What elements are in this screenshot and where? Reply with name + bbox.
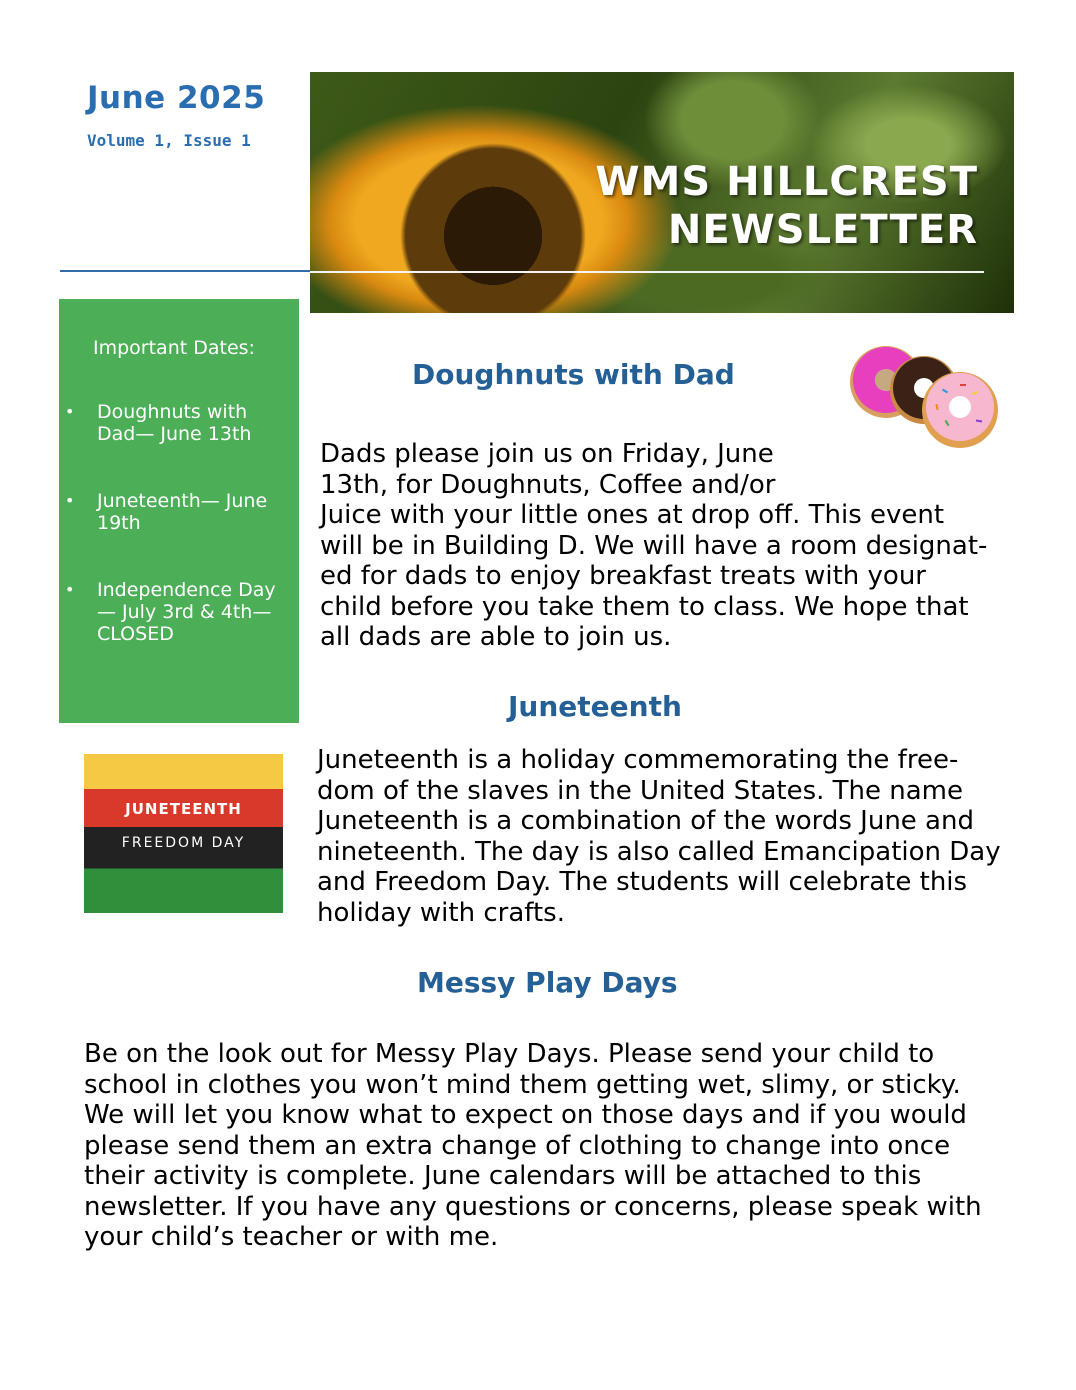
body-line: please send them an extra change of clothing to change into once [84,1130,951,1161]
newsletter-title [595,158,978,254]
juneteenth-image-title: JUNETEENTH [125,800,242,818]
date-item: • Doughnuts with Dad— June 13th [59,401,299,445]
body-line: your child’s teacher or with me. [84,1222,499,1252]
important-dates-heading: Important Dates: [93,337,255,359]
banner-divider [310,271,984,273]
body-line: Be on the look out for Messy Play Days. Please send your child to [84,1039,935,1069]
sunflower-banner [310,72,1014,313]
body-line: 13th, for Doughnuts, Coffee and/or [320,469,776,500]
juneteenth-body [317,745,1017,928]
body-line: school in clothes you won’t mind them getting wet, slimy, or sticky. [84,1069,961,1100]
important-dates-list [59,401,299,690]
doughnuts-heading: Doughnuts with Dad [412,358,735,391]
messy-play-body [84,1039,1004,1253]
doughnuts-body [320,439,990,653]
issue-month: June 2025 [87,80,266,116]
newsletter-title-line-2: NEWSLETTER [667,207,978,253]
body-line: ed for dads to enjoy breakfast treats with your [320,561,926,591]
body-line: will be in Building D. We will have a room designat- [320,530,988,561]
newsletter-title-line-1: WMS HILLCREST [595,159,978,205]
doughnuts-image [846,340,1006,452]
important-dates-sidebar [59,299,299,723]
juneteenth-heading: Juneteenth [508,690,682,723]
body-line: dom of the slaves in the United States. The name [317,775,964,806]
body-line: nineteenth. The day is also called Emancipation Day [317,836,1001,867]
body-line: Dads please join us on Friday, June [320,439,774,469]
body-line: Juneteenth is a holiday commemorating the free- [317,745,959,775]
body-line: child before you take them to class. We hope that [320,591,969,622]
body-line: holiday with crafts. [317,897,565,928]
body-line: and Freedom Day. The students will celebrate this [317,867,968,897]
sprinkle-doughnut-icon [922,372,998,448]
issue-volume: Volume 1, Issue 1 [87,131,251,150]
juneteenth-image-subtitle: FREEDOM DAY [121,835,246,851]
date-item: • Independence Day— July 3rd & 4th—CLOSED [59,579,299,645]
juneteenth-image [84,754,283,913]
body-line: Juice with your little ones at drop off. This event [320,500,945,530]
body-line: their activity is complete. June calendars will be attached to this [84,1161,922,1191]
date-item: • Juneteenth— June 19th [59,490,299,534]
body-line: Juneteenth is a combination of the words June and [317,806,974,836]
body-line: newsletter. If you have any questions or concerns, please speak with [84,1191,982,1222]
body-line: all dads are able to join us. [320,622,672,652]
masthead-divider [60,270,310,272]
messy-play-heading: Messy Play Days [417,966,678,999]
body-line: We will let you know what to expect on those days and if you would [84,1100,967,1130]
